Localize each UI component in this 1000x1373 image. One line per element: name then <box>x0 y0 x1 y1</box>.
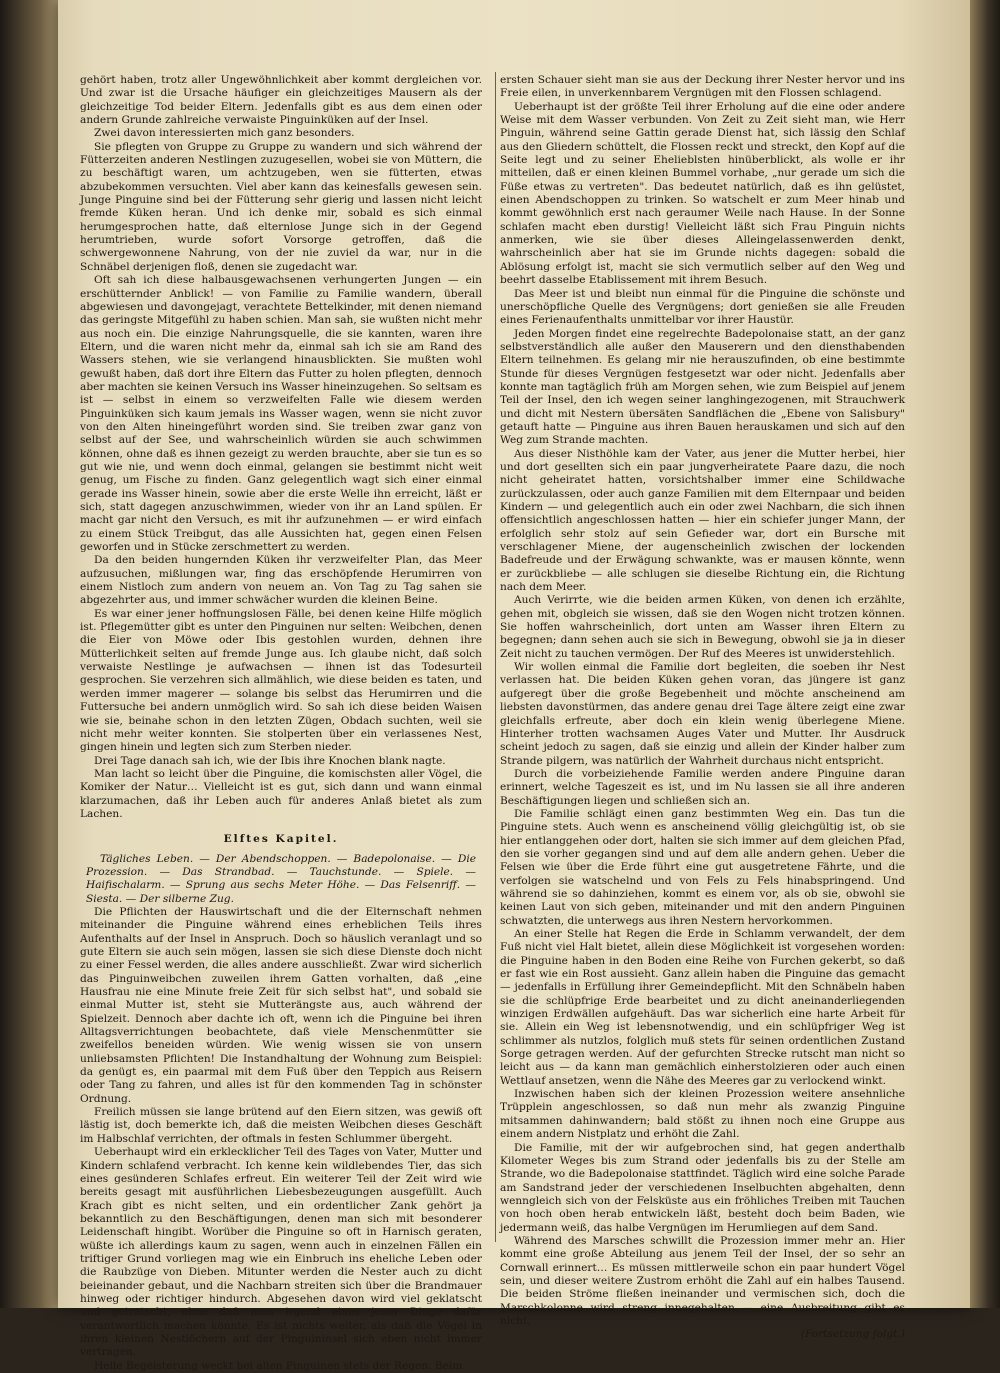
paragraph: Die Familie, mit der wir aufgebrochen sind, hat gegen anderthalb Kilometer Weges bis zum Strand oder jedenfalls bis zu der Stelle am Strande, wo die Badepolonaise stattfindet. Täglich wird eine solche Parade am Sandstrand jeder der verschiedenen Inselbuchten abgehalten, denn wenngleich sich von der Felsküste aus ein fröhliches Treiben mit Tauchen von hoch oben herab entwickeln läßt, besteht doch beim Baden, wie jedermann weiß, das halbe Vergnügen im Herumliegen auf dem Sand. <box>500 1141 905 1234</box>
paragraph: Man lacht so leicht über die Pinguine, die komischsten aller Vögel, die Komiker der Natur… Vielleicht ist es gut, sich dann und wann einmal klarzumachen, daß ihr Leben auch für anderes Anlaß bietet als zum Lachen. <box>80 767 482 820</box>
paragraph: Es war einer jener hoffnungslosen Fälle, bei denen keine Hilfe möglich ist. Pflegemütter gibt es unter den Pinguinen nur selten: Weibchen, denen die Eier von Möwe oder Ibis gestohlen wurden, dehnen ihre Mütterlichkeit selten auf fremde Junge aus. Ich glaube nicht, daß solch verwaiste Nestlinge je aufwachsen — ihnen ist das Todesurteil gesprochen. Sie verzehren sich allmählich, wie diese beiden es taten, und werden immer magerer — solange bis selbst das Herumirren und die Futtersuche bei andern unmöglich wird. So sah ich diese beiden Waisen wie sie, beinahe schon in den letzten Zügen, Obdach suchten, weil sie nicht mehr weiter konnten. Sie stolperten über ein verlassenes Nest, gingen hinein und legten sich zum Sterben nieder. <box>80 607 482 754</box>
paragraph: Während des Marsches schwillt die Prozession immer mehr an. Hier kommt eine große Abteilung aus jenem Teil der Insel, der so sehr an Cornwall erinnert… Es müssen mittlerweile schon ein paar hundert Vögel sein, und dieser weitere Zustrom erhöht die Zahl auf ein halbes Tausend. Die beiden Ströme fließen ineinander und vermischen sich, doch die Marschkolonne wird streng innegehalten — eine Ausbreitung gibt es nicht. <box>500 1234 905 1327</box>
paragraph: Helle Begeisterung weckt bei allen Pinguinen stets der Regen. Beim <box>94 1359 463 1372</box>
paragraph: gehört haben, trotz aller Ungewöhnlichkeit aber kommt dergleichen vor. Und zwar ist die Ursache häufiger ein gleichzeitiges Mausern als der gleichzeitige Tod beider Eltern. Jedenfalls gibt es aus dem einen oder andern Grunde zahlreiche verwaiste Pinguinküken auf der Insel. <box>80 74 482 127</box>
paragraph: Da den beiden hungernden Küken ihr verzweifelter Plan, das Meer aufzusuchen, mißlungen war, fing das erschöpfende Herumirren von einem Nistloch zum andern von neuem an. Von Tag zu Tag sahen sie abgezehrter aus, und immer schwächer wurden die kleinen Beine. <box>80 554 482 607</box>
paragraph: Zwei davon interessierten mich ganz besonders. <box>94 127 355 140</box>
paragraph: Aus dieser Nisthöhle kam der Vater, aus jener die Mutter herbei, hier und dort gesellten sich ein paar jungverheiratete Paare dazu, die noch nicht geheiratet hatten, vorsichtshalber immer eine Schildwache zurückzulassen, oder auch ganze Familien mit dem Elternpaar und beiden Kindern — und gelegentlich auch ein oder zwei Nachbarn, die sich ihnen offensichtlich angeschlossen hatten — hier ein schiefer junger Mann, der erfolglich sehr stolz auf sein Gefieder war, dort ein Bursche mit verschlagener Miene, der augenscheinlich zwischen der lockenden Badefreude und der Erwägung schwankte, was er mausen könnte, wenn er zurückbliebe — alle schlugen sie dieselbe Richtung ein, die Richtung nach dem Meer. <box>500 447 905 594</box>
paragraph: An einer Stelle hat Regen die Erde in Schlamm verwandelt, der dem Fuß nicht viel Halt bietet, allein diese Möglichkeit ist vorgesehen worden: die Pinguine haben in den Boden eine Reihe von Furchen gekerbt, so daß er fast wie ein Rost aussieht. Ganz allein haben die Pinguine das gemacht — jedenfalls in Erfüllung ihrer Gemeindepflicht. Mit den Schnäbeln haben sie die schlüpfrige Erde bearbeitet und zu dicht aneinanderliegenden winzigen Erdwällen aufgehäuft. Das war sicherlich eine harte Arbeit für sie. Allein ein Weg ist lebensnotwendig, und ein schlüpfriger Weg ist schlimmer als nutzlos, folglich muß stets für seinen ordentlichen Zustand Sorge getragen werden. Auf der gefurchten Strecke rutscht man nicht so leicht aus — da kann man gemächlich einherstolzieren oder auch einen Wettlauf ansetzen, wenn die Nähe des Meeres gar zu verlockend winkt. <box>500 928 905 1087</box>
chapter-title: Elftes Kapitel. <box>223 833 339 846</box>
paragraph: Inzwischen haben sich der kleinen Prozession weitere ansehnliche Trüpplein angeschlossen, so daß nun mehr als zwanzig Pinguine mitsammen dahinwandern; bald stößt zu ihnen noch eine Gruppe aus einem andern Nistplatz und erhöht die Zahl. <box>500 1088 905 1141</box>
paragraph: Wir wollen einmal die Familie dort begleiten, die soeben ihr Nest verlassen hat. Die beiden Küken gehen voran, das jüngere ist ganz aufgeregt über die große Begebenheit und möchte anscheinend am liebsten davonstürmen, das andere genau drei Tage ältere zeigt eine zwar gleichfalls erfreute, aber doch ein klein wenig überlegene Miene. Hinterher trotten wachsamen Auges Vater und Mutter. Ihr Ausdruck scheint jedoch zu sagen, daß sie einzig und allein der Kinder halber zum Strande pilgern, was natürlich der Wahrheit durchaus nicht entspricht. <box>500 661 905 767</box>
column-divider <box>495 72 496 1242</box>
left-page-edge <box>0 0 58 1308</box>
continued-note: (Fortsetzung folgt.) <box>800 1328 905 1341</box>
paragraph: Oft sah ich diese halbausgewachsenen verhungerten Jungen — ein erschütternder Anblick! — von Familie zu Familie wandern, überall abgewiesen und davongejagt, verachtete Bettelkinder, mit denen niemand das geringste Mitgefühl zu haben schien. Man sah, sie wußten nicht mehr aus noch ein. Die einzige Nahrungsquelle, die sie kannten, waren ihre Eltern, und die waren nicht mehr da, einmal sah ich sie am Rand des Wassers stehen, wie sie verlangend hinausblickten. Sie mußten wohl gewußt haben, daß dort ihre Eltern das Futter zu holen pflegten, dennoch aber machten sie keinen Versuch ins Wasser hineinzugehen. So seltsam es ist — selbst in einem so verzweifelten Falle wie diesem werden Pinguinküken sich kaum jemals ins Wasser wagen, wenn sie nicht zuvor von den Alten hineingeführt worden sind. Sie treiben zwar ganz von selbst auf der See, und wahrscheinlich würden sie auch schwimmen können, ohne daß es ihnen gezeigt zu werden brauchte, aber sie tun es so gut wie nie, und wenn doch einmal, gelangen sie bestimmt nicht weit genug, um Fische zu finden. Ganz gelegentlich wagt sich einer einmal gerade ins Wasser hinein, sowie aber die erste Welle ihn erreicht, läßt er sich, statt dagegen anzuschwimmen, wieder von ihr an Land spülen. Er macht gar nicht den Versuch, es mit ihr aufzunehmen — er wird einfach zu einem Stück Treibgut, das alle Aussichten hat, gegen einen Felsen geworfen und in Stücke zerschmettert zu werden. <box>80 274 482 554</box>
paragraph: Drei Tage danach sah ich, wie der Ibis ihre Knochen blank nagte. <box>94 754 446 767</box>
paragraph: ersten Schauer sieht man sie aus der Deckung ihrer Nester hervor und ins Freie eilen, in unverkennbarem Vergnügen mit den Flossen schlagend. <box>500 74 905 100</box>
paragraph: Die Familie schlägt einen ganz bestimmten Weg ein. Das tun die Pinguine stets. Auch wenn es anscheinend völlig gleichgültig ist, ob sie hier entlanggehen oder dort, halten sie sich immer auf dem gleichen Pfad, den sie vorher gegangen sind und auf dem alle andern gehen. Ueber die Felsen wie über die Erde führt eine gut ausgetretene Fährte, und die verfolgen sie watschelnd und von Fels zu Fels hinabspringend. Und während sie so dahinziehen, kommt es einem vor, als ob sie, obwohl sie keinen Laut von sich geben, miteinander und mit den andern Pinguinen schwatzten, die unterwegs aus ihren Nestern hervorkommen. <box>500 807 905 927</box>
paragraph: Die Pflichten der Hauswirtschaft und die der Elternschaft nehmen miteinander die Pinguine während eines erheblichen Teils ihres Aufenthalts auf der Insel in Anspruch. Doch so häuslich veranlagt und so gute Eltern sie auch sein mögen, lassen sie sich diese Dienste doch nicht zu einer Fessel werden, die alles andere ausschließt. Zwar wird sicherlich das Pinguinweibchen zuweilen ihrem Gatten vorhalten, daß „eine Hausfrau nie eine Minute freie Zeit für sich selbst hat", und sobald sie einmal Mutter ist, steht sie Mutterängste aus, auch während der Spielzeit. Dennoch aber dachte ich oft, wenn ich die Pinguine bei ihren Alltagsverrichtungen beobachtete, daß viele Menschenmütter sie zweifellos beneiden würden. Wie wenig wissen sie von unsern unliebsamsten Pflichten! Die Instandhaltung der Wohnung zum Beispiel: da genügt es, ein paarmal mit dem Fuß über den Teppich aus Reisern oder Tang zu fahren, und alles ist für den kommenden Tag in schönster Ordnung. <box>80 905 482 1105</box>
paragraph: Durch die vorbeiziehende Familie werden andere Pinguine daran erinnert, welche Tageszeit es ist, und im Nu lassen sie all ihre anderen Beschäftigungen liegen und schließen sich an. <box>500 767 905 807</box>
left-column <box>80 74 482 1372</box>
paragraph: Das Meer ist und bleibt nun einmal für die Pinguine die schönste und unerschöpfliche Quelle des Vergnügens; dort genießen sie alle Freuden eines Ferienaufenthalts unmittelbar vor ihrer Haustür. <box>500 287 905 327</box>
chapter-summary: Tägliches Leben. — Der Abendschoppen. — Badepolonaise. — Die Prozession. — Das Strandbad. — Tauchstunde. — Spiele. — Haifischalarm. — Sprung aus sechs Meter Höhe. — Das Felsenriff. — Siesta. — Der silberne Zug. <box>86 852 476 905</box>
right-column <box>500 74 905 1341</box>
paragraph: Jeden Morgen findet eine regelrechte Badepolonaise statt, an der ganz selbstverständlich alle außer den Mauserern und den diensthabenden Eltern teilnehmen. Es gelang mir nie herauszufinden, ob eine bestimmte Stunde für dieses Vergnügen festgesetzt war oder nicht. Jedenfalls aber konnte man tagtäglich früh am Morgen sehen, wie zum Beispiel auf jenem Teil der Insel, den ich wegen seiner langhingezogenen, mit Strauchwerk und dicht mit Nestern übersäten Sandflächen die „Ebene von Salisbury" getauft hatte — Pinguine aus ihren Bauen herauskamen und sich auf den Weg zum Strande machten. <box>500 327 905 447</box>
paragraph: Auch Verirrte, wie die beiden armen Küken, von denen ich erzählte, gehen mit, obgleich sie wissen, daß sie den Wogen nicht trotzen können. Sie hoffen wahrscheinlich, dort unten am Wasser ihren Eltern zu begegnen; dann sehen auch sie sich in Bewegung, obwohl sie ja in dieser Zeit nicht zu tauchen vermögen. Der Ruf des Meeres ist unwiderstehlich. <box>500 594 905 660</box>
paragraph: Sie pflegten von Gruppe zu Gruppe zu wandern und sich während der Fütterzeiten anderen Nestlingen zuzugesellen, wobei sie von Müttern, die zu beschäftigt waren, um achtzugeben, wen sie fütterten, etwas abzubekommen versuchten. Viel aber kann das keinesfalls gewesen sein. Junge Pinguine sind bei der Fütterung sehr gierig und lassen nicht leicht fremde Küken heran. Und ich denke mir, sobald es sich einmal herumgesprochen hatte, daß elternlose Junge sich in der Gegend herumtrieben, wurde sofort Vorsorge getroffen, daß die schwergewonnene Nahrung, von der nie zuviel da war, nur in die Schnäbel derjenigen floß, denen sie zugedacht war. <box>80 140 482 273</box>
paragraph: Ueberhaupt ist der größte Teil ihrer Erholung auf die eine oder andere Weise mit dem Wasser verbunden. Von Zeit zu Zeit sieht man, wie Herr Pinguin, während seine Gattin gerade Dienst hat, sich lässig den Schlaf aus den Gliedern schüttelt, die Flossen reckt und streckt, den Kopf auf die Seite legt und zu seiner Ehelieblsten hinüberblickt, als wolle er ihr mitteilen, daß er einen kleinen Bummel vorhabe, „nur gerade um sich die Füße etwas zu vertreten". Das bedeutet natürlich, daß es ihn gelüstet, einen Abendschoppen zu trinken. So watschelt er zum Meer hinab und kommt gewöhnlich erst nach geraumer Weile nach Hause. In der Sonne schlafen macht eben durstig! Vielleicht läßt sich Frau Pinguin nichts anmerken, wie sie über dieses Alleingelassenwerden denkt, wahrscheinlich aber hat sie im Grunde nichts dagegen: sobald die Ablösung erfolgt ist, macht sie sich vermutlich selber auf den Weg und beehrt dasselbe Etablissement mit ihrem Besuch. <box>500 100 905 287</box>
right-page-edge <box>970 0 1000 1308</box>
paragraph: Ueberhaupt wird ein erklecklicher Teil des Tages von Vater, Mutter und Kindern schlafend verbracht. Ich kenne kein wildlebendes Tier, das sich eines gesünderen Schlafes erfreut. Ein weiterer Teil der Zeit wird wie bereits gesagt mit ausführlichen Liebesbezeugungen ausgefüllt. Auch Krach gibt es nicht selten, und ein ordentlicher Zank gehört ja bekanntlich zu den Beschäftigungen, denen man sich mit besonderer Leidenschaft hingibt. Worüber die Pinguine so oft in Harnisch geraten, wüßte ich allerdings kaum zu sagen, wenn auch in einzelnen Fällen ein triftiger Grund vorliegen mag wie ein Einbruch ins eheliche Leben oder die Raubzüge von Dieben. Mitunter werden die Nester auch zu dicht beieinander gebaut, und die Nachbarn streiten sich über die Brandmauer hinweg oder richtiger hindurch. Abgesehen davon wird viel geklatscht und getratscht, ohne daß man irgend eines jener Dinge dafür verantwortlich machen könnte. Es ist nichts weiter, als daß die Vögel in ihren kleinen Nestlöchern auf der Pinguininsel sich eben nicht immer vertragen. <box>80 1146 482 1359</box>
paragraph: Freilich müssen sie lange brütend auf den Eiern sitzen, was gewiß oft lästig ist, doch bemerkte ich, daß die meisten Weibchen dieses Geschäft im Halbschlaf verrichten, der oftmals in festen Schlummer übergeht. <box>80 1106 482 1145</box>
